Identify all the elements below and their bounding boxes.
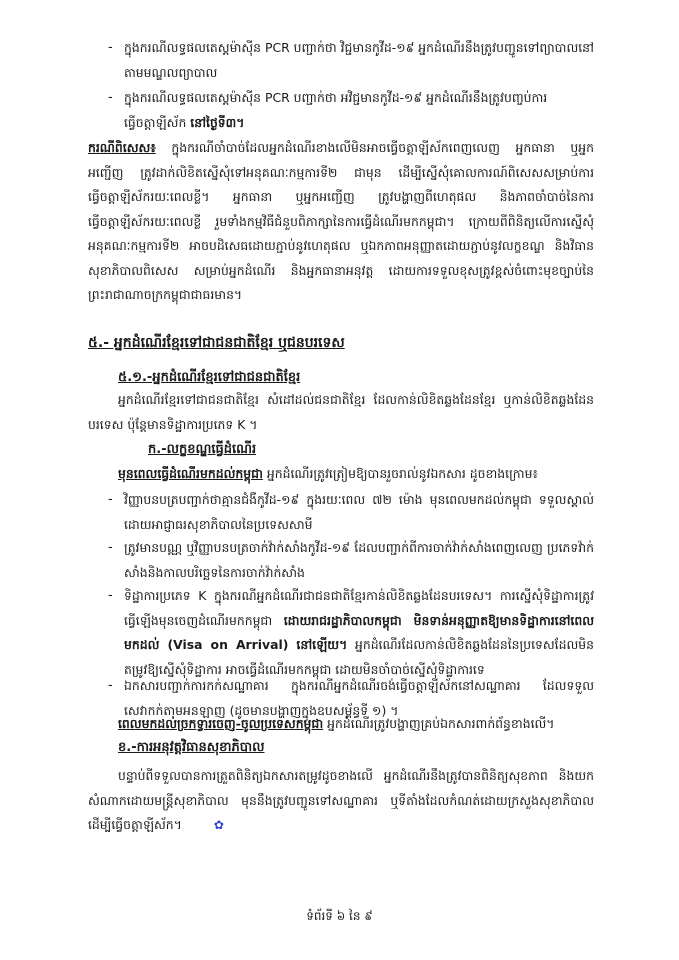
bullet-dash: - xyxy=(108,492,113,507)
section-5-1-paragraph xyxy=(88,388,594,437)
ka-bullet-4-text: ឯកសារបញ្ជាក់ការកក់សណ្ឋាគារ ក្នុងករណីអ្នកដំណើរចង់ធ្វើចត្តាឡីស័កនៅសណ្ឋាគារ ដែលទទួលសេវាកក់តាមអនឡាញ (ដូចមានបង្ហាញក្នុងឧបសម្ព័ន្ធទី ១) ។ xyxy=(124,678,594,718)
special-case-text: ក្នុងករណីចាំបាច់ដែលអ្នកដំណើរខាងលើមិនអាចធ្វើចត្តាឡីស័កពេញលេញ អ្នកធានា ឬអ្នកអញ្ជើញ ត្រូវដាក់លិខិតស្នើសុំទៅអនុគណៈកម្មការទី២ ជាមុន ដើម្បីស្នើសុំគោលការណ៍ពិសេសសម្រាប់ការធ្វើចត្តាឡីស័ករយៈពេលខ្លី។ អ្នកធានា ឬអ្នកអញ្ជើញ ត្រូវបង្ហាញពីហេតុផល និងភាពចាំបាច់នៃការធ្វើចត្តាឡីស័ករយៈពេលខ្លី រួមទាំងកម្មវិធីជំនួបពិភាក្សានៃការធ្វើដំណើរមកកម្ពុជា។ ក្រោយពីពិនិត្យលើការស្នើសុំ អនុគណៈកម្មការទី២ អាចបដិសេធដោយភ្ជាប់នូវហេតុផល ឬឯកភាពអនុញ្ញាតដោយភ្ជាប់នូវលក្ខខណ្ឌ និងវិធានសុខាភិបាលពិសេស សម្រាប់អ្នកដំណើរ និងអ្នកធានាអនុវត្ត ដោយការទទួលខុសត្រូវខ្ពស់ចំពោះមុខច្បាប់នៃព្រះរាជាណាចក្រកម្ពុជាជាធរមាន។ xyxy=(88,140,594,302)
before-travel-text: អ្នកដំណើរត្រូវត្រៀមឱ្យបានរួចរាល់នូវឯកសារ ដូចខាងក្រោម៖ xyxy=(262,466,538,481)
arrival-paragraph xyxy=(118,712,594,737)
intro-bullet-2-end: នៅថ្ងៃទី៣។ xyxy=(190,114,245,130)
intro-bullet-2 xyxy=(124,86,596,135)
ink-mark-icon: ✿ xyxy=(213,818,224,833)
ka-bullet-2-text: ត្រូវមានបណ្ណ ឬវិញ្ញាបនបត្រចាក់វ៉ាក់សាំងកូវីដ-១៩ ដែលបញ្ជាក់ពីការចាក់វ៉ាក់សាំងពេញលេញ ប្រភេទវ៉ាក់សាំងនិងកាលបរិច្ឆេទនៃការចាក់វ៉ាក់សាំង xyxy=(124,540,594,580)
arrival-label: ពេលមកដល់ច្រកទ្វារចេញ-ចូលប្រទេសកម្ពុជា xyxy=(118,716,324,731)
bullet-dash: - xyxy=(108,588,113,603)
intro-bullet-1-text: ក្នុងករណីលទ្ធផលតេស្តម៉ាស៊ីន PCR បញ្ជាក់ថា វិជ្ជមានកូវីដ-១៩ អ្នកដំណើរនឹងត្រូវបញ្ជូនទៅព្យាបាលនៅតាមមណ្ឌលព្យាបាល xyxy=(124,40,594,80)
special-case-paragraph xyxy=(88,136,594,308)
kha-paragraph xyxy=(88,764,594,838)
ka-bullet-3-text-b: អ្នកដំណើរដែលកាន់លិខិតឆ្លងដែននៃប្រទេសដែលមិនតម្រូវឱ្យស្នើសុំទិដ្ឋាការ អាចធ្វើដំណើរមកកម្ពុជា ដោយមិនចាំបាច់ស្នើសុំទិដ្ឋាការទេ xyxy=(124,637,595,677)
before-travel-paragraph xyxy=(118,462,594,487)
ka-bullet-3-bold: ដោយរាជរដ្ឋាភិបាលកម្ពុជា មិនទាន់អនុញ្ញាតឱ្យមានទិដ្ឋាការនៅពេលមកដល់ (Visa on Arrival) នៅឡើយ។ xyxy=(124,612,594,652)
intro-bullet-2-text: ក្នុងករណីលទ្ធផលតេស្តម៉ាស៊ីន PCR បញ្ជាក់ថា អវិជ្ជមានកូវីដ-១៩ អ្នកដំណើរនឹងត្រូវបញ្ចប់ការធ្វើចត្តាឡីស័ក xyxy=(124,90,548,130)
ka-bullet-1 xyxy=(124,488,594,537)
bullet-dash: - xyxy=(108,678,113,693)
intro-bullet-1 xyxy=(124,36,596,85)
before-travel-label: មុនពេលធ្វើដំណើរមកដល់កម្ពុជា xyxy=(118,466,263,481)
ka-bullet-2 xyxy=(124,536,594,585)
bullet-dash: - xyxy=(108,540,113,555)
ka-bullet-3 xyxy=(124,584,594,682)
arrival-text: អ្នកដំណើរត្រូវបង្ហាញគ្រប់ឯកសារពាក់ព័ន្ធខាងលើ។ xyxy=(323,716,555,731)
bullet-dash: - xyxy=(108,90,113,105)
section-5-heading: ៥.- អ្នកដំណើរខ្មែរទៅជាជនជាតិខ្មែរ ឬជនបរទេស xyxy=(88,335,345,351)
kha-heading: ខ.-ការអនុវត្តវិធានសុខាភិបាល xyxy=(118,740,265,755)
section-5-1-heading: ៥.១.-អ្នកដំណើរខ្មែរទៅជាជនជាតិខ្មែរ xyxy=(118,370,301,385)
kha-text: បន្ទាប់ពីទទួលបានការត្រួតពិនិត្យឯកសារតម្រូវដូចខាងលើ អ្នកដំណើរនឹងត្រូវបានពិនិត្យសុខភាព និងយកសំណាកដោយមន្ត្រីសុខាភិបាល មុននឹងត្រូវបញ្ជូនទៅសណ្ឋាគារ ឬទីតាំងដែលកំណត់ដោយក្រសួងសុខាភិបាល ដើម្បីធ្វើចត្តាឡីស័ក។ xyxy=(88,768,594,832)
special-case-label: ករណីពិសេស៖ xyxy=(88,140,156,155)
ka-bullet-1-text: វិញ្ញាបនបត្របញ្ជាក់ថាគ្មានជំងឺកូវីដ-១៩ ក្នុងរយៈពេល ៧២ ម៉ោង មុនពេលមកដល់កម្ពុជា ទទួលស្គាល់ដោយអាជ្ញាធរសុខាភិបាលនៃប្រទេសសាមី xyxy=(124,492,594,532)
page-number: ទំព័រទី ៦ នៃ ៩ xyxy=(306,909,373,923)
section-5-1-text: អ្នកដំណើរខ្មែរទៅជាជនជាតិខ្មែរ សំដៅដល់ជនជាតិខ្មែរ ដែលកាន់លិខិតឆ្លងដែនខ្មែរ ឬកាន់លិខិតឆ្លងដែនបរទេស ប៉ុន្តែមានទិដ្ឋាការប្រភេទ K ។ xyxy=(88,392,594,432)
ka-heading: ក.-លក្ខខណ្ឌធ្វើដំណើរ xyxy=(148,442,257,457)
bullet-dash: - xyxy=(108,40,113,55)
ka-bullet-3-text-a: ទិដ្ឋាការប្រភេទ K ក្នុងករណីអ្នកដំណើរជាជនជាតិខ្មែរកាន់លិខិតឆ្លងដែនបរទេស។ ការស្នើសុំទិដ្ឋាការត្រូវធ្វើឡើងមុនចេញដំណើរមកកម្ពុជា xyxy=(124,588,594,628)
